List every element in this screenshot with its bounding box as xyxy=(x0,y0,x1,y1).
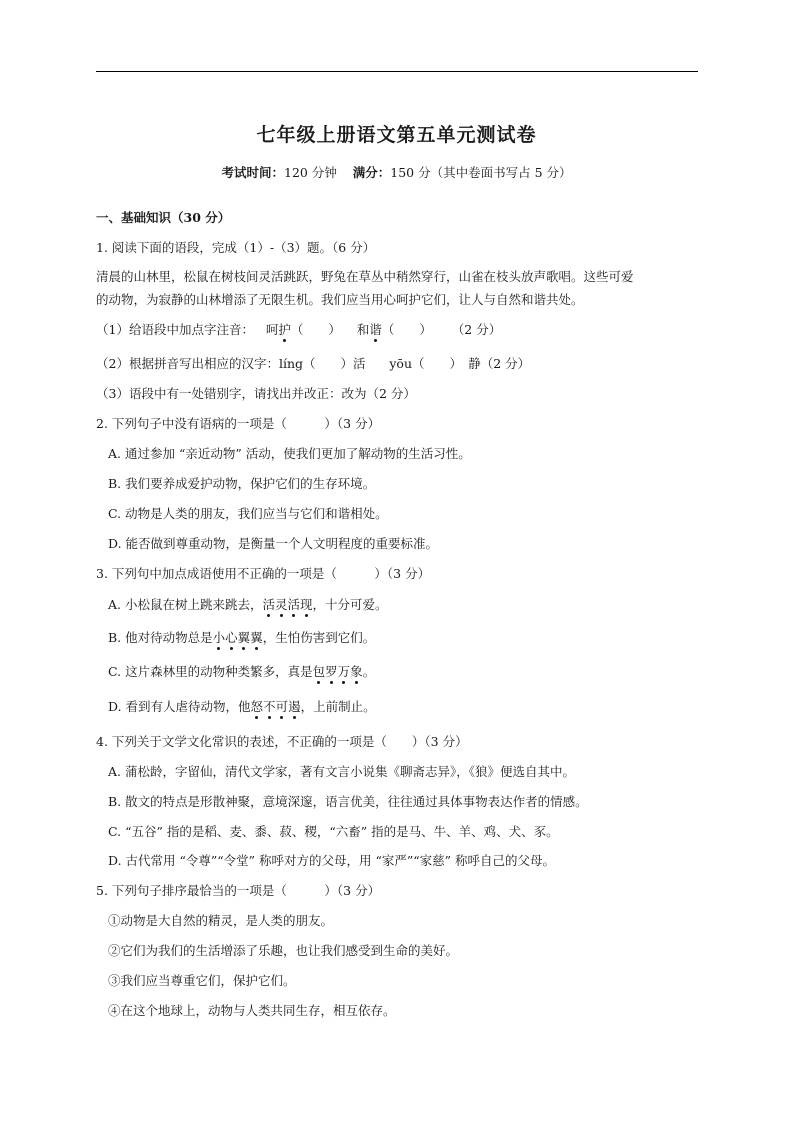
q1-sub2 xyxy=(96,354,530,372)
q5-sentence-3: ③我们应当尊重它们，保护它们。 xyxy=(108,973,296,988)
q3-d-idiom-char: 怒 xyxy=(250,699,264,714)
q3-b-idiom-char: 心 xyxy=(225,630,238,645)
q1-sub1-word2-char1: 和 xyxy=(356,322,370,337)
q3-option-c xyxy=(108,662,375,680)
q1-sub1-score: （2 分） xyxy=(451,322,502,337)
q3-c-suffix: 。 xyxy=(362,664,376,679)
q3-option-a xyxy=(108,595,388,613)
q2-stem: 2. 下列句子中没有语病的一项是（ ）（3 分） xyxy=(96,416,381,431)
q1-sub1-blank1: （ ） xyxy=(290,322,341,337)
exam-time-value: 120 分钟 xyxy=(284,165,337,180)
exam-time-label: 考试时间： xyxy=(221,165,284,180)
q1-sub1 xyxy=(96,320,501,338)
q5-stem: 5. 下列句子排序最恰当的一项是（ ）（3 分） xyxy=(96,883,381,898)
q3-a-suffix: ，十分可爱。 xyxy=(312,597,388,612)
exam-score-label: 满分： xyxy=(352,165,391,180)
q3-stem: 3. 下列句中加点成语使用不正确的一项是（ ）（3 分） xyxy=(96,566,431,581)
q3-c-idiom-char: 万 xyxy=(337,664,351,679)
q3-b-prefix: B. 他对待动物总是 xyxy=(108,630,213,645)
q3-b-idiom-char: 小 xyxy=(212,630,226,645)
q4-stem: 4. 下列关于文学文化常识的表述，不正确的一项是（ ）（3 分） xyxy=(96,734,468,749)
q3-a-idiom-char: 活 xyxy=(262,597,275,612)
q3-c-idiom-char: 包 xyxy=(312,664,326,679)
q3-c-prefix: C. 这片森林里的动物种类繁多，真是 xyxy=(108,664,313,679)
q3-d-prefix: D. 看到有人虐待动物，他 xyxy=(108,699,251,714)
q1-passage-line2: 的动物，为寂静的山林增添了无限生机。我们应当用心呵护它们，让人与自然和谐共处。 xyxy=(96,292,584,307)
q4-option-d: D. 古代常用 “令尊”“令堂” 称呼对方的父母，用 “家严”“家慈” 称呼自己的父母。 xyxy=(108,853,556,868)
q2-option-c: C. 动物是人类的朋友，我们应当与它们和谐相处。 xyxy=(108,506,388,521)
q3-a-idiom-char: 活 xyxy=(287,597,301,612)
q4-option-a: A. 蒲松龄，字留仙，清代文学家，著有文言小说集《聊斋志异》，《狼》便选自其中。 xyxy=(108,764,575,779)
q1-sub1-word1-char2: 护 xyxy=(278,322,291,337)
exam-info xyxy=(0,163,793,181)
exam-score-value: 150 分（其中卷面书写占 5 分） xyxy=(390,165,572,180)
q3-d-idiom-char: 可 xyxy=(275,699,289,714)
q3-option-b xyxy=(108,628,375,646)
q3-b-suffix: ，生怕伤害到它们。 xyxy=(262,630,376,645)
q3-a-idiom-char: 灵 xyxy=(275,597,288,612)
q3-c-idiom-char: 象 xyxy=(350,664,363,679)
q1-sub2-rest: yōu（ ） 静（2 分） xyxy=(389,356,531,371)
q1-sub2-prefix: （2）根据拼音写出相应的汉字：líng（ ）活 xyxy=(96,356,366,371)
q2-option-b: B. 我们要养成爱护动物，保护它们的生存环境。 xyxy=(108,476,376,491)
q1-passage-line1: 清晨的山林里，松鼠在树枝间灵活跳跃，野兔在草丛中稍然穿行，山雀在枝头放声歌唱。这些可爱 xyxy=(96,269,634,284)
q1-sub3: （3）语段中有一处错别字，请找出并改正：改为（2 分） xyxy=(96,386,416,401)
q3-c-idiom-char: 罗 xyxy=(325,664,338,679)
q1-stem: 1. 阅读下面的语段，完成（1）-（3）题。（6 分） xyxy=(96,240,376,255)
q5-sentence-2: ②它们为我们的生活增添了乐趣，也让我们感受到生命的美好。 xyxy=(108,943,459,958)
q3-option-d xyxy=(108,697,376,715)
q1-sub1-word1-char1: 呵 xyxy=(265,322,279,337)
q5-sentence-4: ④在这个地球上，动物与人类共同生存，相互依存。 xyxy=(108,1003,396,1018)
q3-b-idiom-char: 翼 xyxy=(250,630,263,645)
q3-b-idiom-char: 翼 xyxy=(237,630,251,645)
section-heading: 一、基础知识（30 分） xyxy=(96,210,231,225)
q3-a-idiom-char: 现 xyxy=(300,597,313,612)
q4-option-c: C. “五谷” 指的是稻、麦、黍、菽、稷，“六畜” 指的是马、牛、羊、鸡、犬、豕。 xyxy=(108,824,559,839)
q2-option-d: D. 能否做到尊重动物，是衡量一个人文明程度的重要标准。 xyxy=(108,536,439,551)
header-rule xyxy=(96,71,698,72)
q1-sub1-prefix: （1）给语段中加点字注音： xyxy=(96,322,254,337)
q3-d-idiom-char: 遏 xyxy=(288,699,301,714)
page-title: 七年级上册语文第五单元测试卷 xyxy=(256,124,537,146)
q3-d-idiom-char: 不 xyxy=(263,699,276,714)
q2-option-a: A. 通过参加 “亲近动物” 活动，使我们更加了解动物的生活习性。 xyxy=(108,446,471,461)
q5-sentence-1: ①动物是大自然的精灵，是人类的朋友。 xyxy=(108,913,334,928)
q4-option-b: B. 散文的特点是形散神聚，意境深邃，语言优美，往往通过具体事物表达作者的情感。 xyxy=(108,794,588,809)
q3-d-suffix: ，上前制止。 xyxy=(300,699,376,714)
q1-sub1-blank2: （ ） xyxy=(381,322,432,337)
q3-a-prefix: A. 小松鼠在树上跳来跳去， xyxy=(108,597,263,612)
q1-sub1-word2-char2: 谐 xyxy=(369,322,382,337)
